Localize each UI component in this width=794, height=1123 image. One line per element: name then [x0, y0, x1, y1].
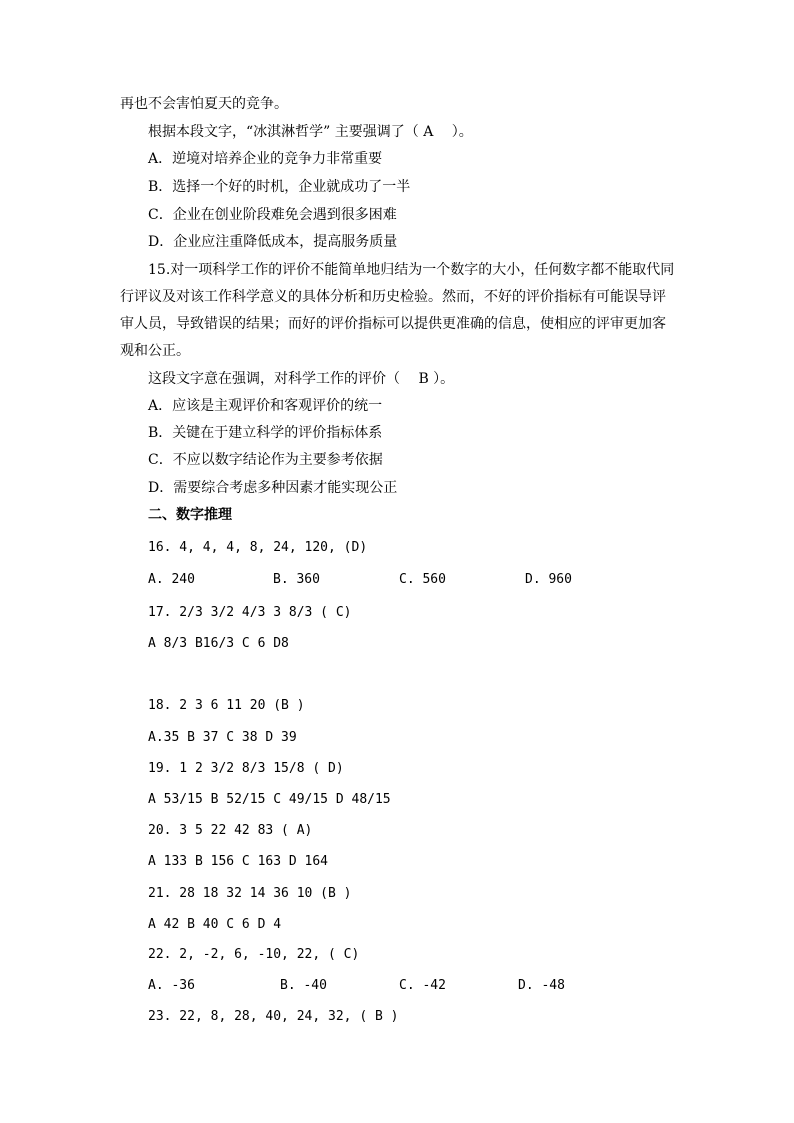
q15-passage-line: 行评议及对该工作科学意义的具体分析和历史检验。然而，不好的评价指标有可能误导评	[120, 289, 666, 305]
q14-option-c: C．企业在创业阶段难免会遇到很多困难	[148, 207, 397, 223]
q21-options: A 42 B 40 C 6 D 4	[148, 917, 282, 932]
q15-option-b: B．关键在于建立科学的评价指标体系	[148, 425, 383, 441]
q15-option-d: D．需要综合考虑多种因素才能实现公正	[148, 480, 398, 496]
q15-option-c: C．不应以数字结论作为主要参考依据	[148, 452, 383, 468]
q14-stem: 根据本段文字，“冰淇淋哲学” 主要强调了（ A ）。	[148, 124, 473, 140]
q16-option-b: B. 360	[273, 572, 320, 587]
q16-option-a: A. 240	[148, 572, 195, 587]
q20-options: A 133 B 156 C 163 D 164	[148, 854, 329, 869]
q14-option-b: B．选择一个好的时机，企业就成功了一半	[148, 179, 411, 195]
q15-option-a: A．应该是主观评价和客观评价的统一	[148, 398, 383, 414]
section-heading-number-reasoning: 二、数字推理	[148, 507, 232, 523]
q14-option-a: A．逆境对培养企业的竞争力非常重要	[148, 151, 383, 167]
previous-passage-end: 再也不会害怕夏天的竞争。	[120, 96, 288, 112]
q21-stem: 21. 28 18 32 14 36 10 (B )	[148, 886, 352, 901]
q22-stem: 22. 2, -2, 6, -10, 22, ( C)	[148, 947, 360, 962]
q15-passage-line: 15.对一项科学工作的评价不能简单地归结为一个数字的大小，任何数字都不能取代同	[148, 262, 675, 278]
q15-stem: 这段文字意在强调，对科学工作的评价（ B ）。	[148, 371, 455, 387]
q15-passage-line: 观和公正。	[120, 343, 190, 359]
q17-stem: 17. 2/3 3/2 4/3 3 8/3 ( C)	[148, 605, 352, 620]
q19-stem: 19. 1 2 3/2 8/3 15/8 ( D)	[148, 761, 344, 776]
q16-option-c: C. 560	[399, 572, 446, 587]
q22-option-c: C. -42	[399, 978, 446, 993]
q22-option-d: D. -48	[518, 978, 565, 993]
q18-options: A.35 B 37 C 38 D 39	[148, 730, 297, 745]
q16-stem: 16. 4, 4, 4, 8, 24, 120, (D)	[148, 540, 368, 555]
q23-stem: 23. 22, 8, 28, 40, 24, 32, ( B )	[148, 1009, 399, 1024]
q22-option-a: A. -36	[148, 978, 195, 993]
q16-option-d: D. 960	[525, 572, 572, 587]
q19-options: A 53/15 B 52/15 C 49/15 D 48/15	[148, 792, 391, 807]
q18-stem: 18. 2 3 6 11 20 (B )	[148, 698, 305, 713]
q22-option-b: B. -40	[280, 978, 327, 993]
q17-options: A 8/3 B16/3 C 6 D8	[148, 636, 289, 651]
q14-option-d: D．企业应注重降低成本，提高服务质量	[148, 234, 398, 250]
q20-stem: 20. 3 5 22 42 83 ( A)	[148, 823, 313, 838]
q15-passage-line: 审人员，导致错误的结果；而好的评价指标可以提供更准确的信息，使相应的评审更加客	[120, 316, 666, 332]
